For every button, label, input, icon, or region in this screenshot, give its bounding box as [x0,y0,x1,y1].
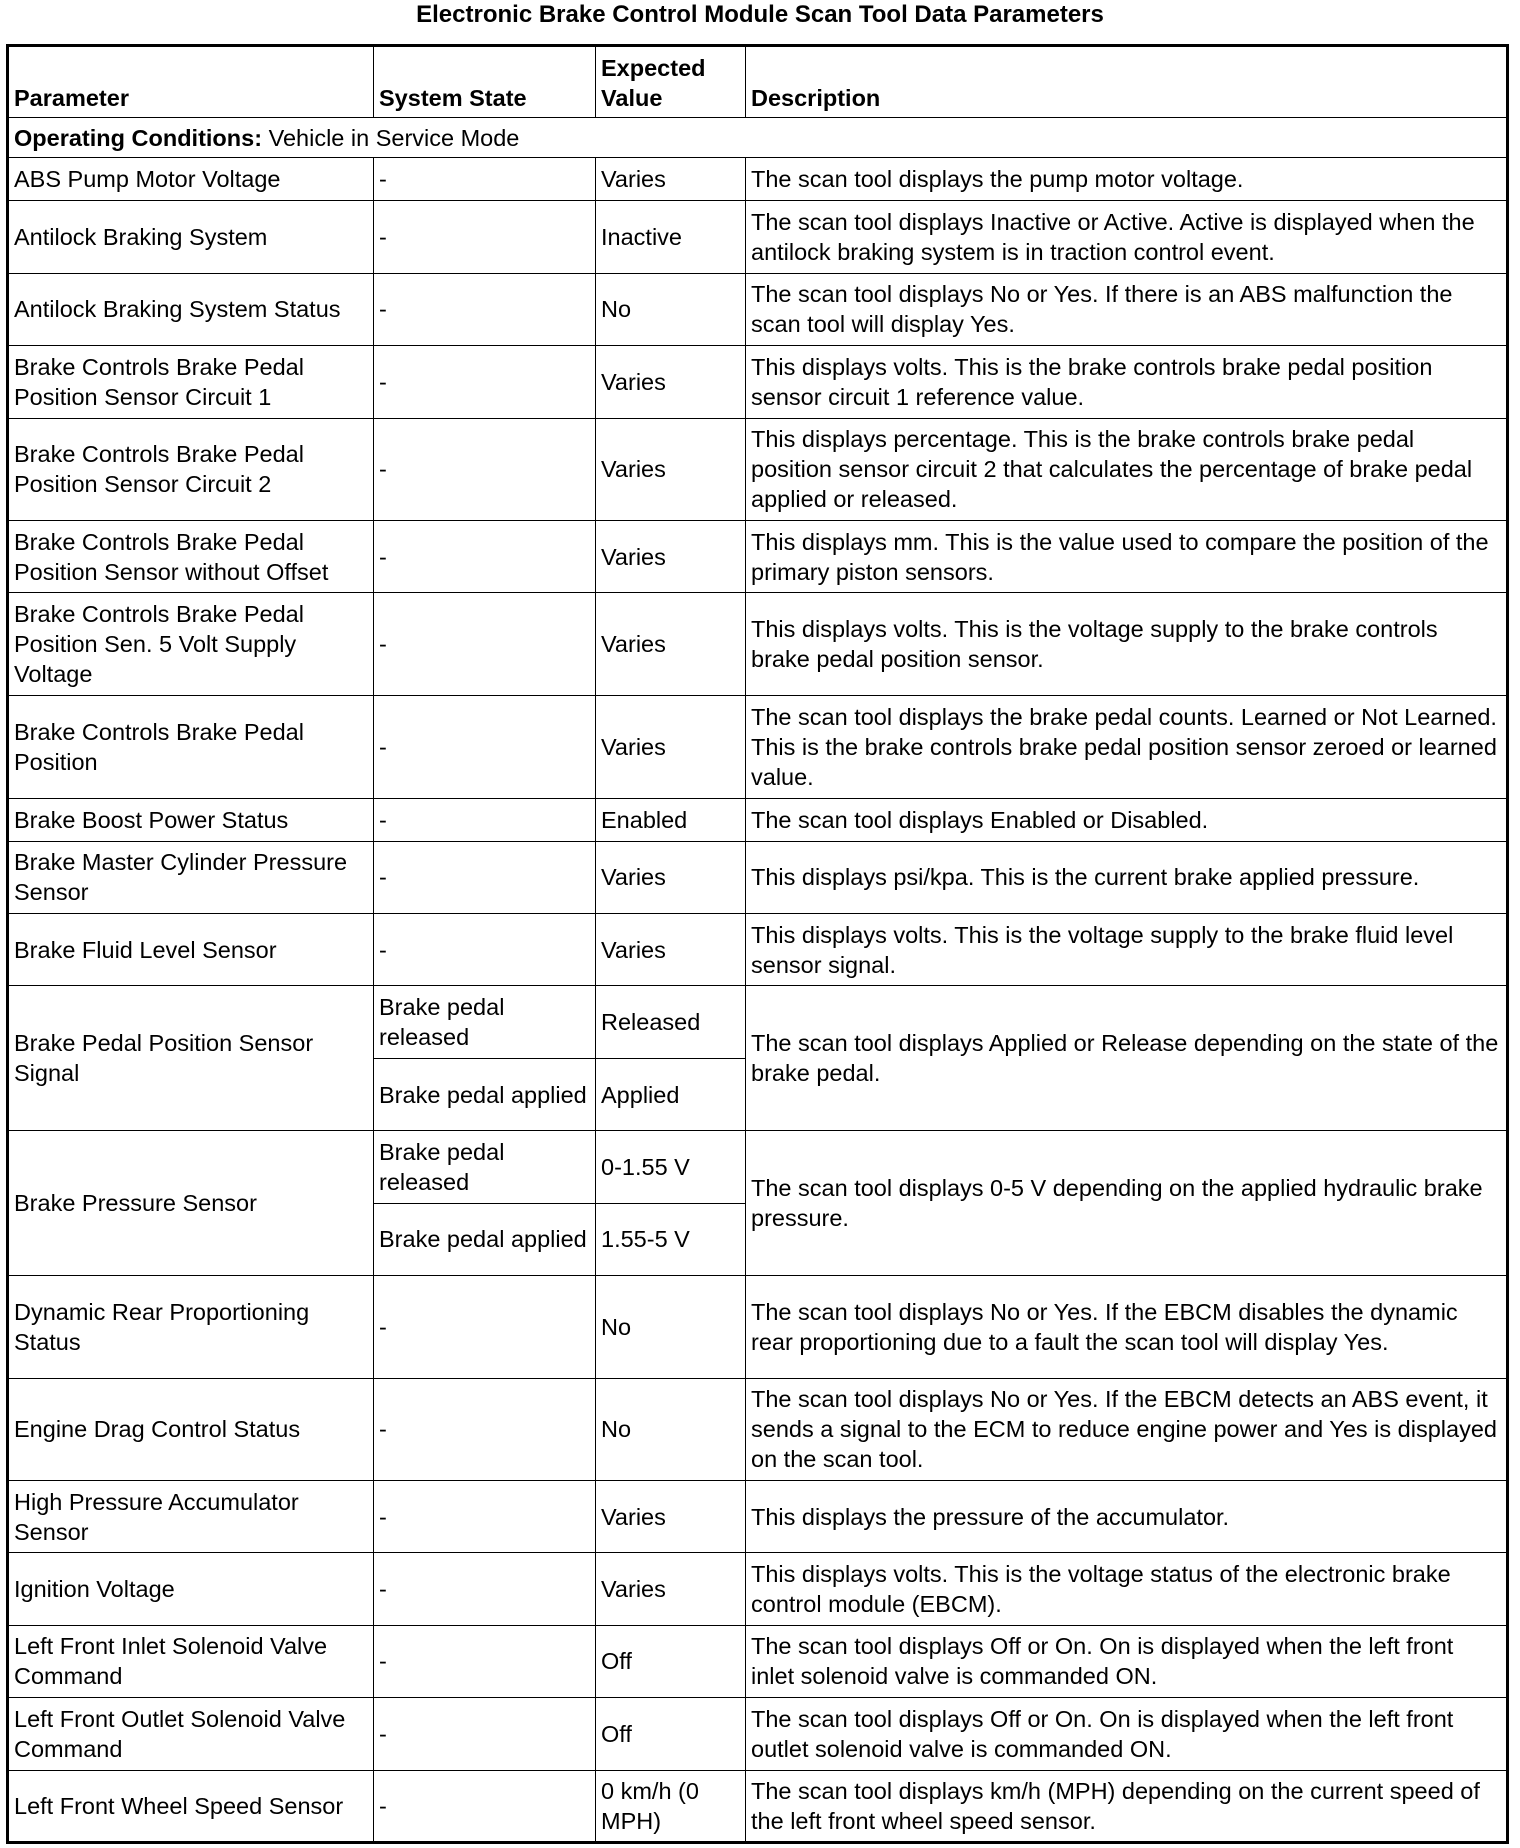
cell-parameter: Dynamic Rear Proportioning Status [8,1275,374,1378]
table-row [8,1698,1508,1770]
table-row [8,201,1508,273]
cell-system-state: - [374,418,596,521]
operating-conditions-label: Operating Conditions: [14,124,263,151]
cell-description: The scan tool displays km/h (MPH) depending on the current speed of the left front wheel speed sensor. [746,1770,1508,1842]
cell-expected-value: Varies [596,1553,746,1625]
cell-expected-value: Varies [596,1481,746,1553]
table-row [8,1131,1508,1203]
header-expected-value: Expected Value [596,46,746,118]
cell-parameter: Antilock Braking System Status [8,273,374,345]
cell-description: This displays mm. This is the value used to compare the position of the primary piston sensors. [746,521,1508,593]
cell-expected-value: Inactive [596,201,746,273]
cell-description: This displays volts. This is the voltage status of the electronic brake control module (EBCM). [746,1553,1508,1625]
cell-expected-value: Off [596,1625,746,1697]
cell-description: The scan tool displays No or Yes. If the EBCM detects an ABS event, it sends a signal to the ECM to reduce engine power and Yes is displayed on the scan tool. [746,1378,1508,1481]
cell-system-state: - [374,273,596,345]
cell-description: This displays volts. This is the voltage supply to the brake controls brake pedal position sensor. [746,593,1508,696]
cell-parameter: Brake Controls Brake Pedal Position Sensor without Offset [8,521,374,593]
table-row [8,1275,1508,1378]
header-row [8,46,1508,118]
operating-conditions [8,118,1508,158]
cell-description: The scan tool displays 0-5 V depending on the applied hydraulic brake pressure. [746,1131,1508,1276]
cell-expected-value: Varies [596,418,746,521]
cell-system-state: - [374,201,596,273]
cell-expected-value: Varies [596,158,746,201]
cell-parameter: Brake Master Cylinder Pressure Sensor [8,841,374,913]
table-row [8,593,1508,696]
cell-parameter: ABS Pump Motor Voltage [8,158,374,201]
operating-conditions-row [8,118,1508,158]
cell-system-state: - [374,346,596,418]
cell-expected-value: Applied [596,1058,746,1130]
header-parameter: Parameter [8,46,374,118]
cell-system-state: - [374,841,596,913]
cell-parameter: Left Front Inlet Solenoid Valve Command [8,1625,374,1697]
cell-description: This displays percentage. This is the brake controls brake pedal position sensor circuit 2 that calculates the percentage of brake pedal applied or released. [746,418,1508,521]
cell-description: The scan tool displays Off or On. On is displayed when the left front inlet solenoid valve is commanded ON. [746,1625,1508,1697]
cell-expected-value: Varies [596,695,746,798]
cell-expected-value: 0 km/h (0 MPH) [596,1770,746,1842]
cell-description: This displays volts. This is the voltage supply to the brake fluid level sensor signal. [746,914,1508,986]
cell-parameter: Engine Drag Control Status [8,1378,374,1481]
table-row [8,273,1508,345]
cell-parameter: Brake Controls Brake Pedal Position Sensor Circuit 1 [8,346,374,418]
cell-expected-value: Varies [596,841,746,913]
cell-system-state: Brake pedal released [374,1131,596,1203]
cell-parameter: Brake Fluid Level Sensor [8,914,374,986]
cell-expected-value: No [596,1275,746,1378]
cell-parameter: Brake Controls Brake Pedal Position Sen. 5 Volt Supply Voltage [8,593,374,696]
cell-expected-value: Varies [596,593,746,696]
cell-system-state: - [374,1275,596,1378]
cell-system-state: - [374,1625,596,1697]
cell-system-state: Brake pedal applied [374,1203,596,1275]
table-row [8,521,1508,593]
cell-system-state: - [374,798,596,841]
cell-parameter: Ignition Voltage [8,1553,374,1625]
table-row [8,914,1508,986]
table-row [8,798,1508,841]
cell-expected-value: Varies [596,914,746,986]
page-title: Electronic Brake Control Module Scan Tool Data Parameters [416,1,1104,28]
parameters-table [6,44,1509,1844]
cell-parameter: High Pressure Accumulator Sensor [8,1481,374,1553]
cell-expected-value: Enabled [596,798,746,841]
cell-system-state: - [374,1698,596,1770]
header-description: Description [746,46,1508,118]
cell-description: The scan tool displays Off or On. On is displayed when the left front outlet solenoid valve is commanded ON. [746,1698,1508,1770]
cell-description: The scan tool displays No or Yes. If there is an ABS malfunction the scan tool will display Yes. [746,273,1508,345]
header-system-state: System State [374,46,596,118]
cell-expected-value: No [596,1378,746,1481]
cell-system-state: - [374,1770,596,1842]
cell-description: This displays volts. This is the brake controls brake pedal position sensor circuit 1 reference value. [746,346,1508,418]
cell-parameter: Left Front Outlet Solenoid Valve Command [8,1698,374,1770]
cell-parameter: Antilock Braking System [8,201,374,273]
cell-expected-value: 0-1.55 V [596,1131,746,1203]
table-row [8,346,1508,418]
table-row [8,1625,1508,1697]
cell-parameter: Brake Pressure Sensor [8,1131,374,1276]
cell-description: The scan tool displays the pump motor voltage. [746,158,1508,201]
cell-system-state: - [374,1481,596,1553]
table-row [8,1378,1508,1481]
cell-system-state: Brake pedal applied [374,1058,596,1130]
cell-system-state: - [374,593,596,696]
cell-description: This displays psi/kpa. This is the current brake applied pressure. [746,841,1508,913]
cell-expected-value: Off [596,1698,746,1770]
operating-conditions-value: Vehicle in Service Mode [262,124,520,151]
cell-system-state: Brake pedal released [374,986,596,1058]
cell-expected-value: Varies [596,521,746,593]
cell-system-state: - [374,521,596,593]
cell-description: The scan tool displays Inactive or Active. Active is displayed when the antilock braking system is in traction control event. [746,201,1508,273]
cell-parameter: Brake Controls Brake Pedal Position [8,695,374,798]
cell-system-state: - [374,1378,596,1481]
cell-parameter: Brake Controls Brake Pedal Position Sensor Circuit 2 [8,418,374,521]
table-row [8,158,1508,201]
cell-description: The scan tool displays Applied or Release depending on the state of the brake pedal. [746,986,1508,1131]
cell-system-state: - [374,1553,596,1625]
cell-expected-value: Varies [596,346,746,418]
cell-description: The scan tool displays the brake pedal counts. Learned or Not Learned. This is the brake controls brake pedal position sensor zeroed or learned value. [746,695,1508,798]
cell-system-state: - [374,158,596,201]
cell-parameter: Brake Pedal Position Sensor Signal [8,986,374,1131]
table-row [8,986,1508,1058]
table-row [8,1553,1508,1625]
cell-expected-value: 1.55-5 V [596,1203,746,1275]
table-row [8,841,1508,913]
table-row [8,695,1508,798]
table-row [8,418,1508,521]
cell-expected-value: Released [596,986,746,1058]
cell-description: The scan tool displays No or Yes. If the EBCM disables the dynamic rear proportioning due to a fault the scan tool will display Yes. [746,1275,1508,1378]
cell-system-state: - [374,695,596,798]
cell-parameter: Brake Boost Power Status [8,798,374,841]
cell-system-state: - [374,914,596,986]
cell-description: The scan tool displays Enabled or Disabled. [746,798,1508,841]
cell-description: This displays the pressure of the accumulator. [746,1481,1508,1553]
cell-expected-value: No [596,273,746,345]
table-row [8,1481,1508,1553]
table-row [8,1770,1508,1842]
cell-parameter: Left Front Wheel Speed Sensor [8,1770,374,1842]
